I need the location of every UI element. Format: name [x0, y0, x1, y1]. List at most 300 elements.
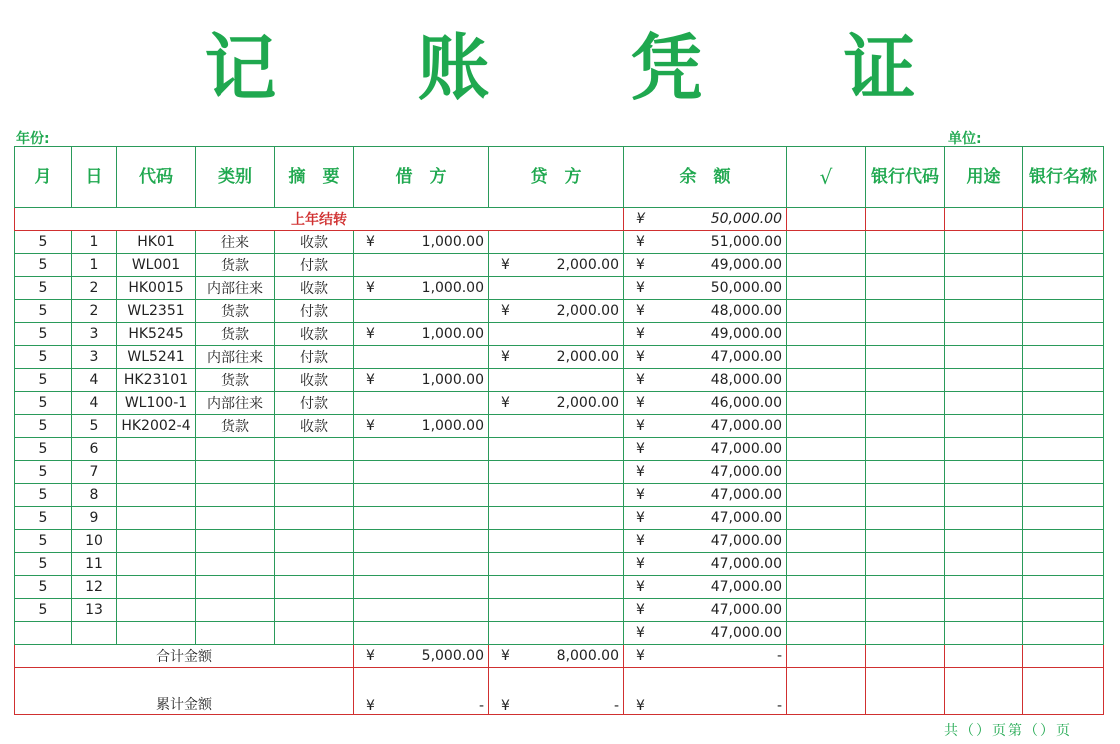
total-credit-value: 8,000.00: [556, 648, 619, 664]
currency-symbol: ¥: [636, 556, 645, 572]
empty-cell: [1023, 530, 1104, 553]
cell-category: [196, 461, 275, 484]
cell-debit: [354, 622, 489, 645]
currency-symbol: ¥: [636, 625, 645, 641]
empty-cell: [945, 438, 1023, 461]
empty-cell: [945, 300, 1023, 323]
cell-code: [117, 461, 196, 484]
empty-cell: [1023, 323, 1104, 346]
cell-code: [117, 530, 196, 553]
empty-cell: [787, 622, 866, 645]
table-row: [15, 415, 1104, 438]
page-counter: 共（）页第（）页: [944, 723, 1072, 739]
cell-code: [117, 622, 196, 645]
cell-balance: [624, 277, 787, 300]
cell-month: 5: [15, 438, 72, 461]
table-row: [15, 369, 1104, 392]
empty-cell: [866, 323, 945, 346]
cell-debit: [354, 461, 489, 484]
carry-forward-row: [15, 208, 1104, 231]
empty-cell: [787, 208, 866, 231]
empty-cell: [866, 576, 945, 599]
cell-category: [196, 530, 275, 553]
empty-cell: [945, 231, 1023, 254]
empty-cell: [787, 369, 866, 392]
empty-cell: [945, 346, 1023, 369]
empty-cell: [945, 645, 1023, 668]
cell-category: [196, 622, 275, 645]
header-bank-code: 银行代码: [866, 147, 945, 208]
table-row: [15, 530, 1104, 553]
cell-balance: [624, 369, 787, 392]
empty-cell: [787, 461, 866, 484]
empty-cell: [1023, 369, 1104, 392]
empty-cell: [866, 346, 945, 369]
cell-code: WL5241: [117, 346, 196, 369]
cell-debit: [354, 231, 489, 254]
debit-value: 1,000.00: [421, 234, 484, 250]
cell-month: 5: [15, 461, 72, 484]
cell-credit: [489, 576, 624, 599]
currency-symbol: ¥: [636, 441, 645, 457]
cell-debit: [354, 369, 489, 392]
empty-cell: [866, 392, 945, 415]
currency-symbol: ¥: [501, 257, 510, 273]
empty-cell: [1023, 392, 1104, 415]
cell-code: WL100-1: [117, 392, 196, 415]
balance-value: 48,000.00: [710, 372, 782, 388]
cell-day: 2: [72, 300, 117, 323]
currency-symbol: ¥: [366, 648, 375, 664]
empty-cell: [1023, 461, 1104, 484]
currency-symbol: ¥: [636, 211, 645, 227]
cell-category: [196, 507, 275, 530]
cumulative-debit-value: -: [478, 698, 484, 714]
cell-balance: [624, 599, 787, 622]
header-check: √: [787, 147, 866, 208]
empty-cell: [787, 645, 866, 668]
cell-balance: [624, 507, 787, 530]
credit-value: 2,000.00: [556, 257, 619, 273]
cell-month: 5: [15, 553, 72, 576]
empty-cell: [866, 369, 945, 392]
table-row: [15, 622, 1104, 645]
empty-cell: [787, 438, 866, 461]
cell-debit: [354, 415, 489, 438]
currency-symbol: ¥: [501, 395, 510, 411]
balance-value: 47,000.00: [710, 418, 782, 434]
cell-day: 10: [72, 530, 117, 553]
header-code: 代码: [117, 147, 196, 208]
empty-cell: [787, 507, 866, 530]
cell-balance: [624, 461, 787, 484]
empty-cell: [945, 668, 1023, 715]
header-bank-name: 银行名称: [1023, 147, 1104, 208]
cell-category: 往来: [196, 231, 275, 254]
cell-day: 1: [72, 231, 117, 254]
cell-credit: [489, 300, 624, 323]
balance-value: 47,000.00: [710, 487, 782, 503]
currency-symbol: ¥: [366, 372, 375, 388]
header-category: 类别: [196, 147, 275, 208]
empty-cell: [1023, 277, 1104, 300]
cell-credit: [489, 484, 624, 507]
empty-cell: [866, 415, 945, 438]
header-summary: 摘 要: [275, 147, 354, 208]
cell-month: 5: [15, 576, 72, 599]
empty-cell: [1023, 668, 1104, 715]
cell-summary: [275, 484, 354, 507]
empty-cell: [866, 507, 945, 530]
cell-debit: [354, 507, 489, 530]
empty-cell: [945, 622, 1023, 645]
currency-symbol: ¥: [501, 648, 510, 664]
header-month: 月: [15, 147, 72, 208]
cell-code: [117, 576, 196, 599]
cell-balance: [624, 576, 787, 599]
cell-credit: [489, 346, 624, 369]
cell-balance: [624, 254, 787, 277]
debit-value: 1,000.00: [421, 280, 484, 296]
cell-debit: [354, 346, 489, 369]
cell-month: 5: [15, 231, 72, 254]
debit-value: 1,000.00: [421, 326, 484, 342]
empty-cell: [787, 599, 866, 622]
unit-label: 单位:: [948, 131, 982, 147]
cell-category: 货款: [196, 415, 275, 438]
empty-cell: [866, 461, 945, 484]
cumulative-credit: [489, 668, 624, 715]
cell-debit: [354, 438, 489, 461]
cell-category: 货款: [196, 300, 275, 323]
cell-summary: 付款: [275, 254, 354, 277]
cell-summary: [275, 507, 354, 530]
total-balance: [624, 645, 787, 668]
header-purpose: 用途: [945, 147, 1023, 208]
cell-credit: [489, 323, 624, 346]
balance-value: 51,000.00: [710, 234, 782, 250]
cumulative-debit: [354, 668, 489, 715]
total-debit: [354, 645, 489, 668]
total-row: [15, 645, 1104, 668]
empty-cell: [866, 622, 945, 645]
empty-cell: [787, 484, 866, 507]
cell-summary: 付款: [275, 392, 354, 415]
credit-value: 2,000.00: [556, 303, 619, 319]
empty-cell: [866, 277, 945, 300]
cell-credit: [489, 277, 624, 300]
empty-cell: [945, 323, 1023, 346]
cell-debit: [354, 484, 489, 507]
empty-cell: [945, 484, 1023, 507]
currency-symbol: ¥: [366, 418, 375, 434]
cell-balance: [624, 530, 787, 553]
cell-summary: [275, 576, 354, 599]
cell-credit: [489, 622, 624, 645]
empty-cell: [787, 346, 866, 369]
empty-cell: [1023, 208, 1104, 231]
cell-credit: [489, 461, 624, 484]
cell-day: 4: [72, 392, 117, 415]
cell-credit: [489, 254, 624, 277]
cell-summary: 收款: [275, 323, 354, 346]
empty-cell: [1023, 507, 1104, 530]
cell-summary: 付款: [275, 300, 354, 323]
empty-cell: [787, 415, 866, 438]
empty-cell: [945, 277, 1023, 300]
empty-cell: [787, 392, 866, 415]
currency-symbol: ¥: [636, 602, 645, 618]
currency-symbol: ¥: [636, 303, 645, 319]
balance-value: 47,000.00: [710, 533, 782, 549]
empty-cell: [945, 576, 1023, 599]
empty-cell: [945, 507, 1023, 530]
cell-balance: [624, 231, 787, 254]
balance-value: 47,000.00: [710, 349, 782, 365]
empty-cell: [945, 530, 1023, 553]
balance-value: 49,000.00: [710, 326, 782, 342]
cell-day: 4: [72, 369, 117, 392]
cell-balance: [624, 438, 787, 461]
cell-summary: [275, 622, 354, 645]
cell-month: 5: [15, 392, 72, 415]
cell-day: 3: [72, 346, 117, 369]
cell-code: [117, 599, 196, 622]
table-row: [15, 300, 1104, 323]
empty-cell: [945, 599, 1023, 622]
cell-month: 5: [15, 415, 72, 438]
cell-category: [196, 599, 275, 622]
currency-symbol: ¥: [636, 579, 645, 595]
currency-symbol: ¥: [636, 533, 645, 549]
empty-cell: [866, 254, 945, 277]
carry-forward-label: 上年结转: [15, 208, 624, 231]
table-row: [15, 231, 1104, 254]
cell-debit: [354, 576, 489, 599]
empty-cell: [1023, 599, 1104, 622]
cell-credit: [489, 599, 624, 622]
cell-balance: [624, 346, 787, 369]
empty-cell: [866, 645, 945, 668]
cell-month: 5: [15, 484, 72, 507]
cell-month: 5: [15, 599, 72, 622]
cell-category: 货款: [196, 369, 275, 392]
table-row: [15, 599, 1104, 622]
cell-balance: [624, 553, 787, 576]
table-row: [15, 484, 1104, 507]
currency-symbol: ¥: [366, 234, 375, 250]
table-row: [15, 507, 1104, 530]
voucher-title: 记 账 凭 证: [204, 26, 974, 110]
balance-value: 47,000.00: [710, 602, 782, 618]
cell-debit: [354, 599, 489, 622]
empty-cell: [1023, 576, 1104, 599]
cell-credit: [489, 369, 624, 392]
empty-cell: [945, 415, 1023, 438]
cell-day: 12: [72, 576, 117, 599]
total-credit: [489, 645, 624, 668]
debit-value: 1,000.00: [421, 418, 484, 434]
empty-cell: [1023, 484, 1104, 507]
currency-symbol: ¥: [636, 234, 645, 250]
cell-debit: [354, 277, 489, 300]
empty-cell: [1023, 300, 1104, 323]
cell-day: 7: [72, 461, 117, 484]
cell-month: 5: [15, 530, 72, 553]
empty-cell: [1023, 553, 1104, 576]
cell-day: 13: [72, 599, 117, 622]
cell-code: WL2351: [117, 300, 196, 323]
cell-code: [117, 553, 196, 576]
empty-cell: [1023, 254, 1104, 277]
currency-symbol: ¥: [636, 698, 645, 714]
total-balance-value: -: [776, 648, 782, 664]
table-row: [15, 438, 1104, 461]
currency-symbol: ¥: [636, 349, 645, 365]
cell-month: 5: [15, 346, 72, 369]
balance-value: 50,000.00: [710, 211, 782, 227]
total-debit-value: 5,000.00: [421, 648, 484, 664]
cell-credit: [489, 392, 624, 415]
cell-category: [196, 576, 275, 599]
currency-symbol: ¥: [636, 280, 645, 296]
empty-cell: [866, 438, 945, 461]
cell-month: 5: [15, 277, 72, 300]
cell-category: 内部往来: [196, 392, 275, 415]
cell-summary: 收款: [275, 277, 354, 300]
cell-day: 9: [72, 507, 117, 530]
voucher-table: [14, 146, 1104, 715]
table-row: [15, 346, 1104, 369]
cell-code: [117, 484, 196, 507]
empty-cell: [1023, 346, 1104, 369]
balance-value: 47,000.00: [710, 441, 782, 457]
balance-value: 47,000.00: [710, 579, 782, 595]
credit-value: 2,000.00: [556, 395, 619, 411]
cell-month: [15, 622, 72, 645]
currency-symbol: ¥: [366, 326, 375, 342]
empty-cell: [866, 668, 945, 715]
cell-balance: [624, 415, 787, 438]
total-label: 合计金额: [15, 645, 354, 668]
balance-value: 47,000.00: [710, 556, 782, 572]
cell-debit: [354, 392, 489, 415]
header-credit: 贷 方: [489, 147, 624, 208]
cell-balance: [624, 484, 787, 507]
cell-summary: [275, 553, 354, 576]
currency-symbol: ¥: [636, 326, 645, 342]
balance-value: 47,000.00: [710, 510, 782, 526]
cell-summary: [275, 461, 354, 484]
empty-cell: [787, 668, 866, 715]
empty-cell: [787, 576, 866, 599]
header-balance: 余 额: [624, 147, 787, 208]
cell-category: 货款: [196, 254, 275, 277]
currency-symbol: ¥: [501, 349, 510, 365]
cell-code: HK0015: [117, 277, 196, 300]
table-row: [15, 254, 1104, 277]
cell-debit: [354, 323, 489, 346]
empty-cell: [787, 300, 866, 323]
cell-category: [196, 438, 275, 461]
cell-summary: 收款: [275, 415, 354, 438]
currency-symbol: ¥: [501, 698, 510, 714]
empty-cell: [866, 300, 945, 323]
empty-cell: [866, 208, 945, 231]
cell-day: 3: [72, 323, 117, 346]
table-row: [15, 323, 1104, 346]
cell-code: HK2002-4: [117, 415, 196, 438]
currency-symbol: ¥: [636, 395, 645, 411]
empty-cell: [866, 530, 945, 553]
cell-category: [196, 553, 275, 576]
cumulative-credit-value: -: [613, 698, 619, 714]
cell-summary: 收款: [275, 231, 354, 254]
cell-summary: [275, 599, 354, 622]
cumulative-row: [15, 668, 1104, 715]
debit-value: 1,000.00: [421, 372, 484, 388]
cell-day: 5: [72, 415, 117, 438]
cell-code: WL001: [117, 254, 196, 277]
cell-credit: [489, 231, 624, 254]
cell-month: 5: [15, 254, 72, 277]
empty-cell: [866, 599, 945, 622]
empty-cell: [1023, 231, 1104, 254]
balance-value: 49,000.00: [710, 257, 782, 273]
empty-cell: [945, 461, 1023, 484]
balance-value: 46,000.00: [710, 395, 782, 411]
cumulative-balance-value: -: [776, 698, 782, 714]
empty-cell: [787, 323, 866, 346]
currency-symbol: ¥: [366, 698, 375, 714]
credit-value: 2,000.00: [556, 349, 619, 365]
cell-debit: [354, 553, 489, 576]
cell-month: 5: [15, 507, 72, 530]
cell-credit: [489, 438, 624, 461]
cell-debit: [354, 300, 489, 323]
cell-credit: [489, 530, 624, 553]
table-row: [15, 277, 1104, 300]
cell-category: 货款: [196, 323, 275, 346]
cell-day: 1: [72, 254, 117, 277]
empty-cell: [787, 254, 866, 277]
cumulative-label: 累计金额: [15, 668, 354, 715]
cell-day: [72, 622, 117, 645]
currency-symbol: ¥: [636, 464, 645, 480]
cell-balance: [624, 622, 787, 645]
cell-code: HK5245: [117, 323, 196, 346]
empty-cell: [866, 231, 945, 254]
empty-cell: [1023, 415, 1104, 438]
balance-value: 47,000.00: [710, 464, 782, 480]
balance-value: 48,000.00: [710, 303, 782, 319]
currency-symbol: ¥: [636, 510, 645, 526]
empty-cell: [866, 553, 945, 576]
cell-balance: [624, 323, 787, 346]
cell-month: 5: [15, 369, 72, 392]
cell-summary: 付款: [275, 346, 354, 369]
cell-day: 8: [72, 484, 117, 507]
balance-value: 50,000.00: [710, 280, 782, 296]
empty-cell: [866, 484, 945, 507]
header-day: 日: [72, 147, 117, 208]
empty-cell: [787, 277, 866, 300]
empty-cell: [1023, 645, 1104, 668]
currency-symbol: ¥: [636, 648, 645, 664]
cell-code: [117, 507, 196, 530]
table-row: [15, 576, 1104, 599]
currency-symbol: ¥: [636, 418, 645, 434]
